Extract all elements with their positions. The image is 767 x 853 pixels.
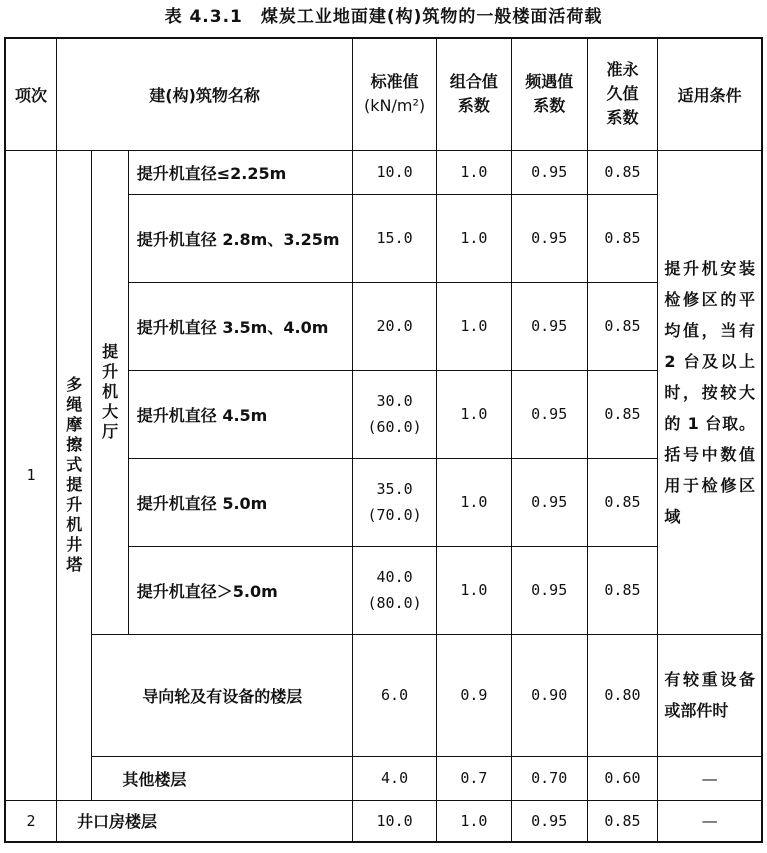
guide-comb: 0.9 bbox=[437, 634, 512, 756]
row-name: 提升机直径≤2.25m bbox=[128, 150, 352, 194]
row-name: 提升机直径 2.8m、3.25m bbox=[128, 194, 352, 282]
row-comb: 1.0 bbox=[437, 458, 512, 546]
header-combination bbox=[437, 38, 512, 150]
wellhead-condition: — bbox=[658, 800, 762, 842]
guide-freq: 0.90 bbox=[511, 634, 587, 756]
row-name: 提升机直径 3.5m、4.0m bbox=[128, 282, 352, 370]
row-quasi: 0.85 bbox=[587, 546, 658, 634]
guide-condition: 有较重设备或部件时 bbox=[658, 634, 762, 756]
header-quasi-line3: 系数 bbox=[606, 108, 639, 128]
row-std-value: 40.0 bbox=[376, 568, 413, 586]
row-std-repair-value: (60.0) bbox=[367, 418, 422, 436]
header-name: 建(构)筑物名称 bbox=[57, 38, 353, 150]
header-condition: 适用条件 bbox=[658, 38, 762, 150]
building-name-1 bbox=[57, 150, 92, 800]
header-combination-line2: 系数 bbox=[457, 96, 490, 116]
row-std: 15.0 bbox=[353, 194, 437, 282]
header-combination-line1: 组合值 bbox=[449, 72, 498, 92]
other-condition: — bbox=[658, 756, 762, 800]
header-std-value bbox=[353, 38, 437, 150]
row-name: 提升机直径 5.0m bbox=[128, 458, 352, 546]
table-row bbox=[5, 634, 762, 756]
row-comb: 1.0 bbox=[437, 546, 512, 634]
row-comb: 1.0 bbox=[437, 282, 512, 370]
row-std-repair-value: (80.0) bbox=[367, 594, 422, 612]
row-quasi: 0.85 bbox=[587, 458, 658, 546]
row-quasi: 0.85 bbox=[587, 194, 658, 282]
row-std bbox=[353, 370, 437, 458]
header-quasi-line1: 准永 bbox=[606, 60, 639, 80]
header-std-value-unit: (kN/m²) bbox=[364, 96, 426, 116]
hall-condition: 提升机安装检修区的平均值，当有 2 台及以上时，按较大的 1 台取。括号中数值用于检修区域 bbox=[658, 150, 762, 634]
row-std bbox=[353, 458, 437, 546]
header-quasi-permanent bbox=[587, 38, 658, 150]
wellhead-freq: 0.95 bbox=[511, 800, 587, 842]
row-comb: 1.0 bbox=[437, 370, 512, 458]
row-name: 提升机直径＞5.0m bbox=[128, 546, 352, 634]
header-row bbox=[5, 38, 762, 150]
header-frequent-line1: 频遇值 bbox=[525, 72, 574, 92]
row-quasi: 0.85 bbox=[587, 150, 658, 194]
guide-std: 6.0 bbox=[353, 634, 437, 756]
row-name: 提升机直径 4.5m bbox=[128, 370, 352, 458]
wellhead-quasi: 0.85 bbox=[587, 800, 658, 842]
row-freq: 0.95 bbox=[511, 370, 587, 458]
row-std: 10.0 bbox=[353, 150, 437, 194]
hall-label-text: 提升机大厅 bbox=[102, 342, 119, 441]
wellhead-std: 10.0 bbox=[353, 800, 437, 842]
wellhead-comb: 1.0 bbox=[437, 800, 512, 842]
other-freq: 0.70 bbox=[511, 756, 587, 800]
row-std bbox=[353, 546, 437, 634]
header-frequent bbox=[511, 38, 587, 150]
row-quasi: 0.85 bbox=[587, 370, 658, 458]
row-freq: 0.95 bbox=[511, 282, 587, 370]
header-quasi-line2: 久值 bbox=[606, 84, 639, 104]
wellhead-floor-name: 井口房楼层 bbox=[57, 800, 353, 842]
row-freq: 0.95 bbox=[511, 150, 587, 194]
item-no-1: 1 bbox=[5, 150, 57, 800]
header-item-no: 项次 bbox=[5, 38, 57, 150]
row-freq: 0.95 bbox=[511, 458, 587, 546]
table-row bbox=[5, 800, 762, 842]
table-title: 表 4.3.1 煤炭工业地面建(构)筑物的一般楼面活荷载 bbox=[164, 7, 603, 27]
row-quasi: 0.85 bbox=[587, 282, 658, 370]
other-std: 4.0 bbox=[353, 756, 437, 800]
item-no-2: 2 bbox=[5, 800, 57, 842]
guide-floor-name: 导向轮及有设备的楼层 bbox=[92, 634, 353, 756]
hall-label bbox=[92, 150, 128, 634]
row-std-repair-value: (70.0) bbox=[367, 506, 422, 524]
header-std-value-line1: 标准值 bbox=[370, 72, 419, 92]
row-std-value: 35.0 bbox=[376, 480, 413, 498]
other-comb: 0.7 bbox=[437, 756, 512, 800]
other-quasi: 0.60 bbox=[587, 756, 658, 800]
other-floor-name: 其他楼层 bbox=[92, 756, 353, 800]
row-freq: 0.95 bbox=[511, 546, 587, 634]
row-comb: 1.0 bbox=[437, 150, 512, 194]
guide-quasi: 0.80 bbox=[587, 634, 658, 756]
row-comb: 1.0 bbox=[437, 194, 512, 282]
table-row bbox=[5, 756, 762, 800]
header-frequent-line2: 系数 bbox=[533, 96, 566, 116]
row-freq: 0.95 bbox=[511, 194, 587, 282]
row-std-value: 30.0 bbox=[376, 392, 413, 410]
building-name-text: 多绳摩擦式提升机井塔 bbox=[66, 375, 83, 574]
row-std: 20.0 bbox=[353, 282, 437, 370]
live-load-table bbox=[4, 37, 763, 843]
table-row bbox=[5, 150, 762, 194]
